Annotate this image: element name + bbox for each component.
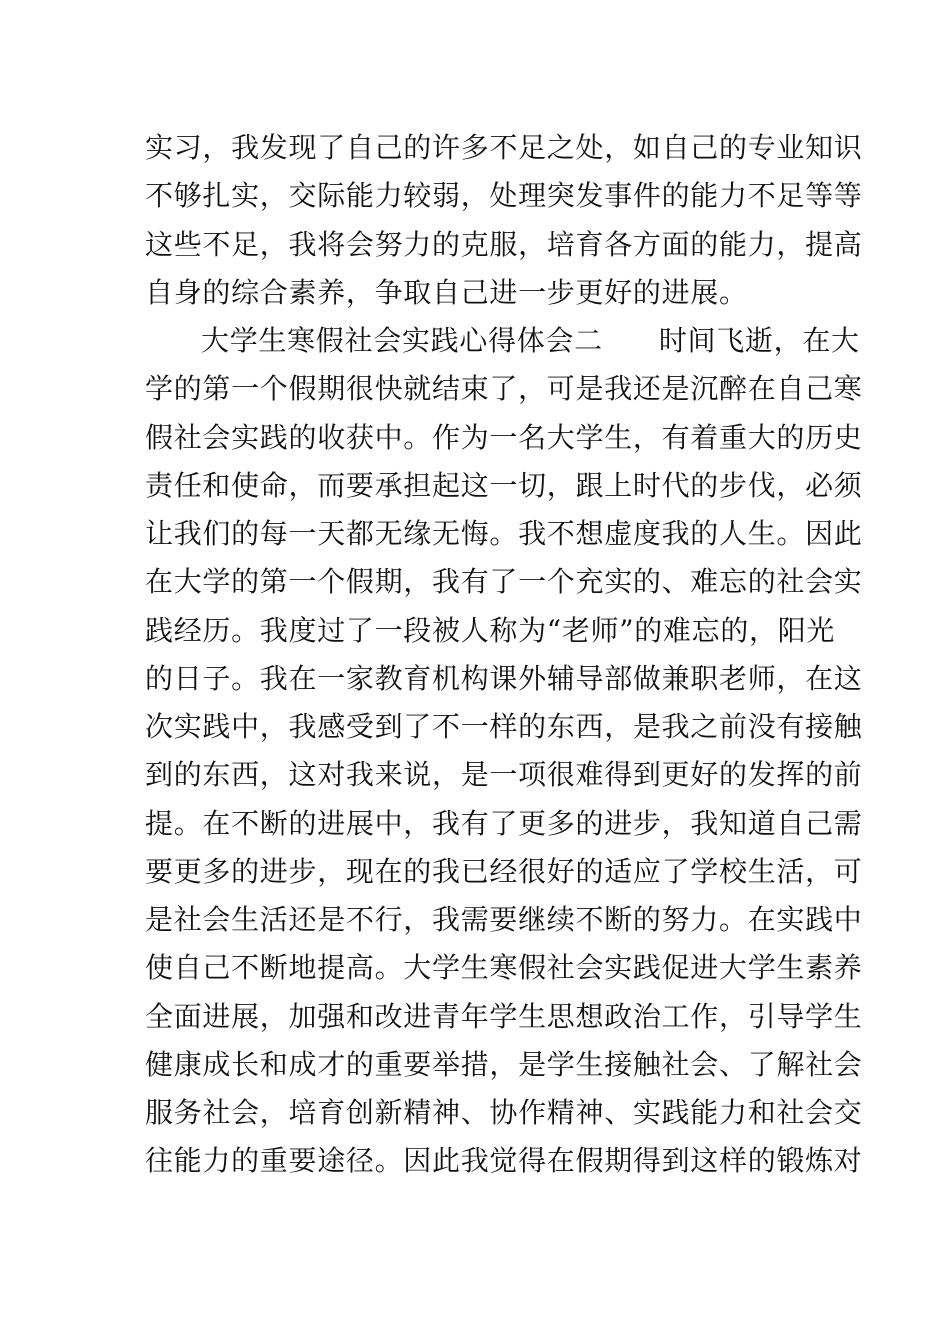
text-line: 的日子。我在一家教育机构课外辅导部做兼职老师，在这 (145, 661, 863, 695)
text-line: 学的第一个假期很快就结束了，可是我还是沉醉在自己寒 (145, 372, 863, 406)
text-line: 要更多的进步，现在的我已经很好的适应了学校生活，可 (145, 854, 863, 888)
section-heading: 大学生寒假社会实践心得体会二 (201, 324, 603, 357)
text-line: 在大学的第一个假期，我有了一个充实的、难忘的社会实 (145, 565, 863, 599)
text-line: 责任和使命，而要承担起这一切，跟上时代的步伐，必须 (145, 468, 863, 502)
text-line: 次实践中，我感受到了不一样的东西，是我之前没有接触 (145, 710, 863, 743)
body-text (145, 124, 863, 1186)
text-line: 服务社会，培育创新精神、协作精神、实践能力和社会交 (145, 1096, 863, 1129)
text-line: 自身的综合素养，争取自己进一步更好的进展。 (145, 275, 748, 309)
text-line: 健康成长和成才的重要举措，是学生接触社会、了解社会 (145, 1047, 863, 1081)
text-line: 提。在不断的进展中，我有了更多的进步，我知道自己需 (145, 806, 863, 840)
text-line: 假社会实践的收获中。作为一名大学生，有着重大的历史 (145, 420, 863, 454)
paragraph-start: 时间飞逝，在大 (658, 324, 860, 357)
text-line: 不够扎实，交际能力较弱，处理突发事件的能力不足等等 (145, 179, 863, 213)
text-line: 让我们的每一天都无缘无悔。我不想虚度我的人生。因此 (145, 517, 863, 550)
text-line: 全面进展，加强和改进青年学生思想政治工作，引导学生 (145, 999, 863, 1033)
section-heading-line (145, 317, 860, 365)
text-line: 使自己不断地提高。大学生寒假社会实践促进大学生素养 (145, 951, 863, 985)
text-line: 是社会生活还是不行，我需要继续不断的努力。在实践中 (145, 903, 863, 936)
text-line: 践经历。我度过了一段被人称为“老师”的难忘的，阳光 (145, 613, 836, 647)
text-line: 这些不足，我将会努力的克服，培育各方面的能力，提高 (145, 227, 863, 261)
text-line: 实习，我发现了自己的许多不足之处，如自己的专业知识 (145, 131, 863, 164)
text-line: 往能力的重要途径。因此我觉得在假期得到这样的锻炼对 (145, 1144, 863, 1178)
text-line: 到的东西，这对我来说，是一项很难得到更好的发挥的前 (145, 758, 863, 792)
